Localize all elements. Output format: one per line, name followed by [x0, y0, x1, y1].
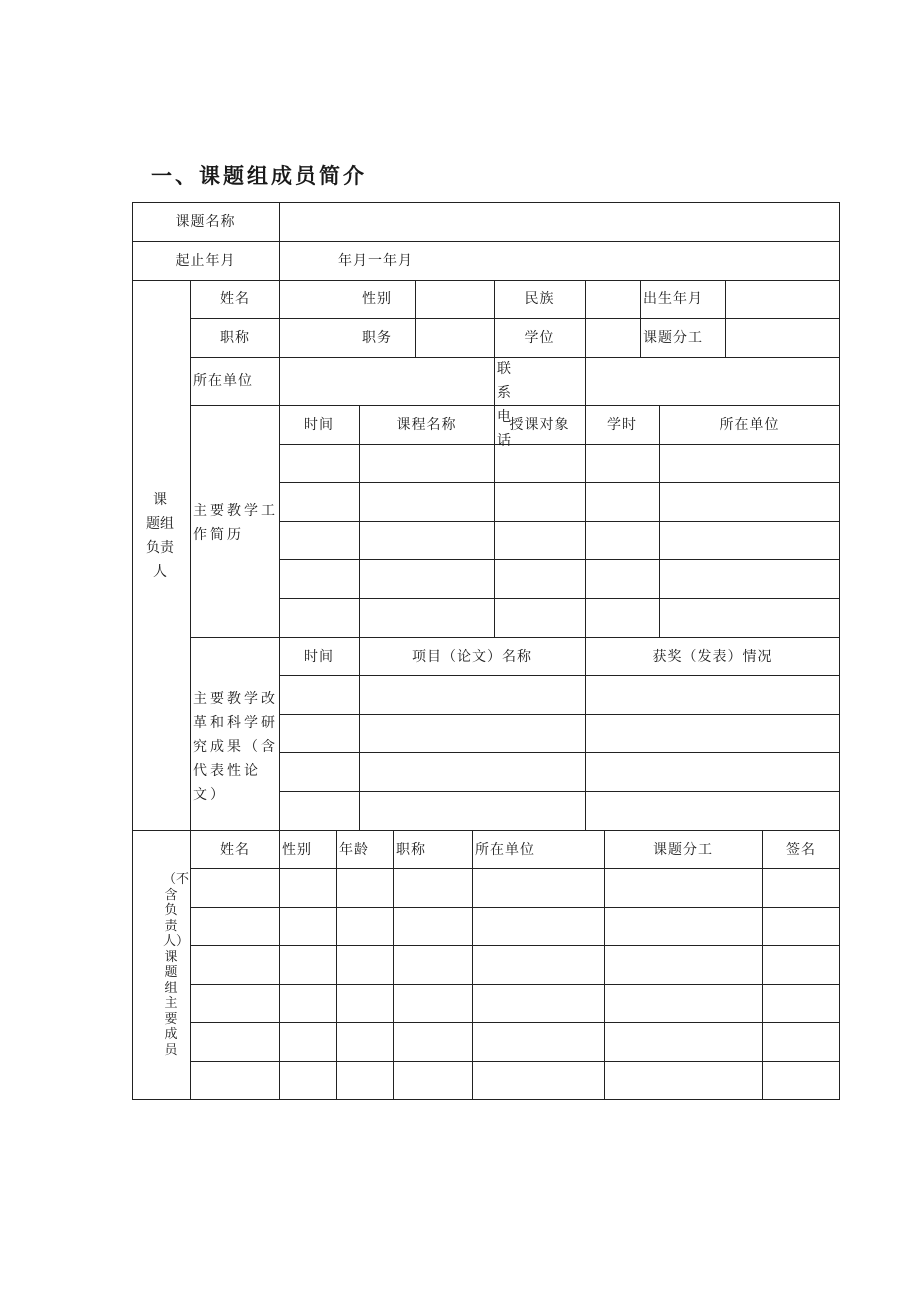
- teaching-header-time: 时间: [304, 417, 334, 433]
- research-header-time: 时间: [304, 649, 334, 665]
- table-rule: [280, 791, 840, 792]
- research-header-project: 项目（论文）名称: [412, 649, 532, 665]
- members-header-division: 课题分工: [653, 842, 713, 858]
- table-rule: [280, 521, 840, 522]
- table-rule: [585, 280, 586, 406]
- table-rule: [659, 405, 660, 638]
- leader-post-label: 职务: [362, 330, 392, 346]
- table-rule: [359, 405, 360, 830]
- project-name-label: 课题名称: [175, 214, 236, 230]
- teaching-header-audience: 授课对象: [509, 417, 570, 433]
- table-rule: [279, 202, 280, 281]
- table-rule: [725, 280, 726, 358]
- members-header-age: 年龄: [339, 842, 369, 858]
- table-rule: [132, 830, 840, 831]
- page-title: 一、课题组成员简介: [151, 163, 367, 188]
- table-rule: [472, 830, 473, 1100]
- table-rule: [280, 675, 840, 676]
- table-rule: [280, 482, 840, 483]
- table-rule: [415, 280, 416, 358]
- leader-gender-label: 性别: [362, 291, 392, 307]
- table-rule: [132, 280, 840, 281]
- members-section-label: （不含负责人）课题组主要成员: [163, 872, 190, 1058]
- table-rule: [280, 714, 840, 715]
- table-rule: [280, 598, 840, 599]
- table-rule: [190, 637, 840, 638]
- leader-division-label: 课题分工: [643, 330, 703, 346]
- table-rule: [190, 280, 191, 1100]
- table-rule: [280, 559, 840, 560]
- research-header-award: 获奖（发表）情况: [652, 649, 773, 665]
- members-header-name: 姓名: [220, 842, 250, 858]
- table-rule: [585, 637, 586, 830]
- leader-degree-label: 学位: [524, 330, 555, 346]
- table-rule: [762, 830, 763, 1100]
- table-rule: [190, 1022, 840, 1023]
- project-period-label: 起止年月: [175, 253, 236, 269]
- teaching-header-unit: 所在单位: [719, 417, 780, 433]
- table-rule: [190, 1061, 840, 1062]
- members-header-unit: 所在单位: [475, 842, 535, 858]
- leader-label-line: 负责: [146, 540, 174, 556]
- leader-label-line: 课: [153, 492, 167, 508]
- leader-ethnicity-label: 民族: [524, 291, 555, 307]
- table-rule: [604, 830, 605, 1100]
- members-header-signature: 签名: [786, 842, 816, 858]
- table-rule: [336, 830, 337, 1100]
- table-rule: [280, 444, 840, 445]
- leader-label-line: 人: [153, 564, 167, 580]
- table-rule: [393, 830, 394, 1100]
- table-rule: [190, 945, 840, 946]
- leader-label-line: 题组: [146, 516, 174, 532]
- table-rule: [190, 318, 840, 319]
- table-rule: [190, 868, 840, 869]
- leader-birth-label: 出生年月: [643, 291, 703, 307]
- table-rule: [640, 280, 641, 358]
- leader-phone-label: 联系电话: [497, 361, 514, 449]
- teaching-header-course: 课程名称: [396, 417, 457, 433]
- table-rule: [279, 830, 280, 1100]
- teaching-label: 主要教学工作简历: [193, 503, 278, 543]
- leader-unit-label: 所在单位: [193, 373, 253, 389]
- leader-title-label: 职称: [220, 330, 250, 346]
- members-header-gender: 性别: [282, 842, 312, 858]
- members-header-title: 职称: [396, 842, 426, 858]
- table-rule: [132, 241, 840, 242]
- table-rule: [585, 405, 586, 638]
- project-period-field[interactable]: 年月一年月: [338, 253, 413, 269]
- teaching-header-hours: 学时: [607, 417, 637, 433]
- table-rule: [280, 752, 840, 753]
- table-rule: [494, 405, 495, 638]
- table-rule: [190, 907, 840, 908]
- leader-section-label: [140, 488, 180, 584]
- research-label: 主要教学改革和科学研究成果（含代表性论文）: [193, 691, 278, 803]
- leader-name-label: 姓名: [220, 291, 250, 307]
- table-rule: [190, 984, 840, 985]
